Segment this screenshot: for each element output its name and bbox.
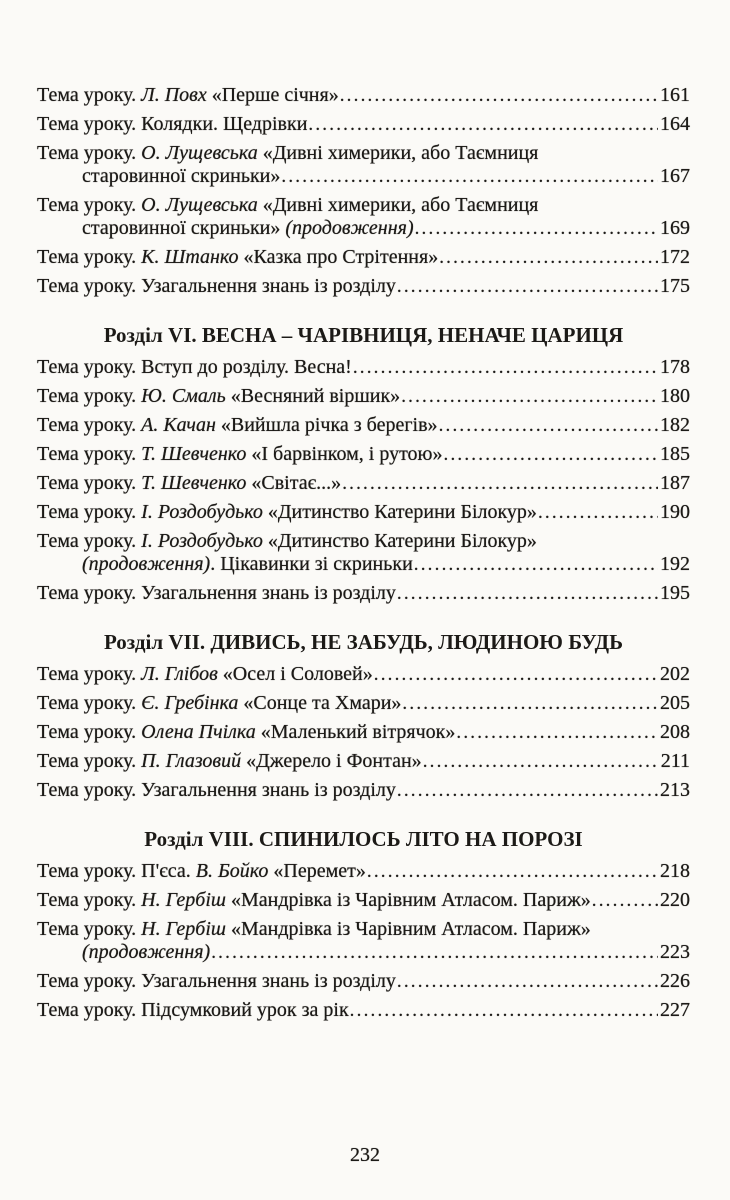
- text-segment: Т. Шевченко: [141, 443, 247, 465]
- text-segment: Тема уроку.: [37, 84, 142, 106]
- dot-leader: [415, 217, 658, 240]
- text-segment: Л. Глібов: [141, 663, 218, 685]
- entry-line: [37, 501, 690, 524]
- toc: [37, 84, 690, 1028]
- toc-entry: [37, 246, 690, 269]
- entry-page-number: 220: [660, 889, 690, 911]
- text-segment: П. Глазовий: [141, 750, 242, 772]
- entry-page-number: 218: [660, 860, 690, 882]
- entry-text: [37, 860, 366, 883]
- toc-entry: [37, 356, 690, 379]
- entry-text: [37, 663, 373, 686]
- entry-line: [37, 918, 690, 941]
- section-heading: Розділ VI. ВЕСНА – ЧАРІВНИЦЯ, НЕНАЧЕ ЦАРИЦЯ: [103, 323, 624, 347]
- section-heading: Розділ VIII. СПИНИЛОСЬ ЛІТО НА ПОРОЗІ: [144, 827, 583, 851]
- entry-page-number: 213: [660, 779, 690, 801]
- toc-entry: [37, 692, 690, 715]
- text-segment: Тема уроку.: [37, 721, 142, 743]
- entry-line: [37, 113, 690, 136]
- text-segment: старовинної скриньки»: [82, 217, 286, 239]
- text-segment: Л. Повх: [141, 84, 207, 106]
- entry-page-number: 180: [660, 385, 690, 407]
- entry-page-number: 169: [660, 217, 690, 239]
- entry-line: [37, 553, 690, 576]
- entry-text: [37, 443, 443, 466]
- entry-text: [37, 385, 400, 408]
- entry-line: [37, 246, 690, 269]
- text-segment: «Дитинство Катерини Білокур»: [262, 501, 537, 523]
- dot-leader: [397, 779, 658, 802]
- text-segment: О. Лущевська: [141, 194, 258, 216]
- entry-line: [37, 356, 690, 379]
- text-segment: Тема уроку.: [37, 414, 142, 436]
- text-segment: А. Качан: [141, 414, 216, 436]
- text-segment: «Світає...»: [246, 472, 342, 494]
- entry-text: [37, 472, 341, 495]
- text-segment: . Цікавинки зі скриньки: [210, 553, 413, 575]
- entry-page-number: 185: [660, 443, 690, 465]
- dot-leader: [592, 889, 658, 912]
- entry-page-number: 172: [660, 246, 690, 268]
- entry-page-number: 227: [660, 999, 690, 1021]
- toc-entry: [37, 918, 690, 964]
- entry-text: [82, 941, 210, 964]
- text-segment: Тема уроку.: [37, 889, 142, 911]
- dot-leader: [350, 999, 658, 1022]
- entry-line: [37, 721, 690, 744]
- entry-text: [37, 999, 349, 1022]
- text-segment: Тема уроку. Підсумковий урок за рік: [37, 999, 349, 1021]
- dot-leader: [414, 553, 658, 576]
- entry-text: [37, 530, 537, 553]
- entry-page-number: 167: [660, 165, 690, 187]
- entry-text: [37, 246, 438, 269]
- toc-section: [37, 629, 690, 802]
- entry-page-number: 182: [660, 414, 690, 436]
- text-segment: «Вийшла річка з берегів»: [215, 414, 438, 436]
- toc-entry: [37, 385, 690, 408]
- text-segment: «Мандрівка із Чарівним Атласом. Париж»: [226, 889, 591, 911]
- dot-leader: [402, 692, 658, 715]
- entry-line: [37, 530, 690, 553]
- entry-line: [37, 941, 690, 964]
- dot-leader: [342, 472, 658, 495]
- entry-text: [37, 414, 438, 437]
- entry-text: [37, 356, 352, 379]
- entry-text: [82, 217, 414, 240]
- text-segment: Є. Гребінка: [141, 692, 239, 714]
- text-segment: «Дивні химерики, або Таємниця: [257, 142, 539, 164]
- toc-entry: [37, 275, 690, 298]
- dot-leader: [367, 860, 658, 883]
- text-segment: Тема уроку.: [37, 443, 142, 465]
- entry-page-number: 190: [660, 501, 690, 523]
- entry-page-number: 211: [660, 750, 690, 772]
- toc-entry: [37, 860, 690, 883]
- dot-leader: [397, 970, 658, 993]
- text-segment: Тема уроку. П'єса.: [37, 860, 196, 882]
- entry-text: [37, 918, 591, 941]
- toc-entry: [37, 750, 690, 773]
- text-segment: Тема уроку.: [37, 246, 142, 268]
- dot-leader: [374, 663, 658, 686]
- text-segment: Тема уроку.: [37, 692, 142, 714]
- text-segment: Ю. Смаль: [141, 385, 226, 407]
- entry-page-number: 208: [660, 721, 690, 743]
- text-segment: (продовження): [82, 941, 211, 963]
- toc-entry: [37, 414, 690, 437]
- dot-leader: [211, 941, 658, 964]
- text-segment: «Дивні химерики, або Таємниця: [257, 194, 539, 216]
- entry-text: [37, 113, 307, 136]
- dot-leader: [538, 501, 658, 524]
- entry-page-number: 178: [660, 356, 690, 378]
- entry-page-number: 195: [660, 582, 690, 604]
- entry-text: [37, 692, 401, 715]
- entry-text: [82, 553, 413, 576]
- dot-leader: [281, 165, 658, 188]
- text-segment: Тема уроку. Узагальнення знань із розділу: [37, 582, 396, 604]
- text-segment: Н. Гербіш: [141, 918, 226, 940]
- text-segment: Тема уроку.: [37, 750, 142, 772]
- text-segment: «Мандрівка із Чарівним Атласом. Париж»: [226, 918, 591, 940]
- text-segment: «Маленький вітрячок»: [255, 721, 456, 743]
- dot-leader: [444, 443, 659, 466]
- entry-page-number: 226: [660, 970, 690, 992]
- entry-text: [37, 194, 538, 217]
- toc-entry: [37, 970, 690, 993]
- toc-entry: [37, 582, 690, 605]
- entry-text: [37, 779, 396, 802]
- entry-line: [37, 142, 690, 165]
- text-segment: «Перемет»: [268, 860, 366, 882]
- entry-text: [37, 275, 396, 298]
- text-segment: Олена Пчілка: [141, 721, 256, 743]
- entry-text: [37, 582, 396, 605]
- entry-line: [37, 275, 690, 298]
- text-segment: «І барвінком, і рутою»: [246, 443, 443, 465]
- text-segment: «Сонце та Хмари»: [238, 692, 402, 714]
- entry-text: [37, 142, 538, 165]
- entry-page-number: 175: [660, 275, 690, 297]
- page-number: 232: [350, 1144, 380, 1166]
- entry-page-number: 205: [660, 692, 690, 714]
- toc-entry: [37, 721, 690, 744]
- entry-line: [37, 860, 690, 883]
- entry-line: [37, 84, 690, 107]
- entry-line: [37, 582, 690, 605]
- text-segment: Тема уроку.: [37, 663, 142, 685]
- dot-leader: [308, 113, 658, 136]
- text-segment: Тема уроку.: [37, 472, 142, 494]
- dot-leader: [456, 721, 658, 744]
- entry-line: [37, 165, 690, 188]
- entry-page-number: 164: [660, 113, 690, 135]
- text-segment: Н. Гербіш: [141, 889, 226, 911]
- toc-section: [37, 322, 690, 605]
- entry-text: [82, 165, 280, 188]
- entry-page-number: 161: [660, 84, 690, 106]
- entry-text: [37, 750, 422, 773]
- toc-section: [37, 84, 690, 298]
- text-segment: Тема уроку. Вступ до розділу. Весна!: [37, 356, 352, 378]
- dot-leader: [340, 84, 658, 107]
- text-segment: «Дитинство Катерини Білокур»: [262, 530, 537, 552]
- toc-entry: [37, 501, 690, 524]
- text-segment: «Перше січня»: [206, 84, 339, 106]
- toc-entry: [37, 194, 690, 240]
- entry-text: [37, 889, 591, 912]
- text-segment: «Джерело і Фонтан»: [241, 750, 422, 772]
- toc-entry: [37, 530, 690, 576]
- toc-section: [37, 826, 690, 1022]
- text-segment: І. Роздобудько: [141, 530, 263, 552]
- entry-text: [37, 501, 537, 524]
- text-segment: Тема уроку.: [37, 918, 142, 940]
- text-segment: «Весняний віршик»: [225, 385, 401, 407]
- text-segment: Тема уроку. Узагальнення знань із розділу: [37, 970, 396, 992]
- entry-text: [37, 970, 396, 993]
- entry-line: [37, 779, 690, 802]
- entry-page-number: 202: [660, 663, 690, 685]
- entry-line: [37, 414, 690, 437]
- text-segment: Тема уроку.: [37, 385, 142, 407]
- entry-line: [37, 385, 690, 408]
- dot-leader: [353, 356, 658, 379]
- toc-entry: [37, 999, 690, 1022]
- text-segment: О. Лущевська: [141, 142, 258, 164]
- text-segment: І. Роздобудько: [141, 501, 263, 523]
- entry-page-number: 223: [660, 941, 690, 963]
- entry-text: [37, 84, 339, 107]
- dot-leader: [423, 750, 659, 773]
- text-segment: Тема уроку. Узагальнення знань із розділу: [37, 275, 396, 297]
- toc-entry: [37, 472, 690, 495]
- entry-line: [37, 889, 690, 912]
- toc-entry: [37, 84, 690, 107]
- text-segment: К. Штанко: [141, 246, 239, 268]
- text-segment: (продовження): [82, 553, 211, 575]
- entry-page-number: 192: [660, 553, 690, 575]
- text-segment: Т. Шевченко: [141, 472, 247, 494]
- dot-leader: [397, 275, 658, 298]
- text-segment: Тема уроку.: [37, 142, 142, 164]
- toc-entry: [37, 889, 690, 912]
- entry-line: [37, 750, 690, 773]
- entry-line: [37, 663, 690, 686]
- entry-line: [37, 217, 690, 240]
- toc-entry: [37, 663, 690, 686]
- entry-line: [37, 443, 690, 466]
- text-segment: В. Бойко: [195, 860, 269, 882]
- entry-line: [37, 194, 690, 217]
- dot-leader: [439, 246, 658, 269]
- entry-page-number: 187: [660, 472, 690, 494]
- text-segment: Тема уроку.: [37, 501, 142, 523]
- toc-entry: [37, 779, 690, 802]
- section-heading: Розділ VII. ДИВИСЬ, НЕ ЗАБУДЬ, ЛЮДИНОЮ БУДЬ: [104, 630, 623, 654]
- text-segment: «Казка про Стрітення»: [238, 246, 439, 268]
- entry-line: [37, 970, 690, 993]
- text-segment: (продовження): [285, 217, 414, 239]
- dot-leader: [439, 414, 658, 437]
- text-segment: Тема уроку.: [37, 530, 142, 552]
- entry-line: [37, 692, 690, 715]
- text-segment: Тема уроку. Узагальнення знань із розділу: [37, 779, 396, 801]
- toc-entry: [37, 142, 690, 188]
- dot-leader: [397, 582, 658, 605]
- text-segment: старовинної скриньки»: [82, 165, 281, 187]
- toc-entry: [37, 113, 690, 136]
- toc-entry: [37, 443, 690, 466]
- text-segment: «Осел і Соловей»: [217, 663, 373, 685]
- entry-line: [37, 999, 690, 1022]
- entry-text: [37, 721, 455, 744]
- text-segment: Тема уроку. Колядки. Щедрівки: [37, 113, 308, 135]
- dot-leader: [401, 385, 658, 408]
- entry-line: [37, 472, 690, 495]
- text-segment: Тема уроку.: [37, 194, 142, 216]
